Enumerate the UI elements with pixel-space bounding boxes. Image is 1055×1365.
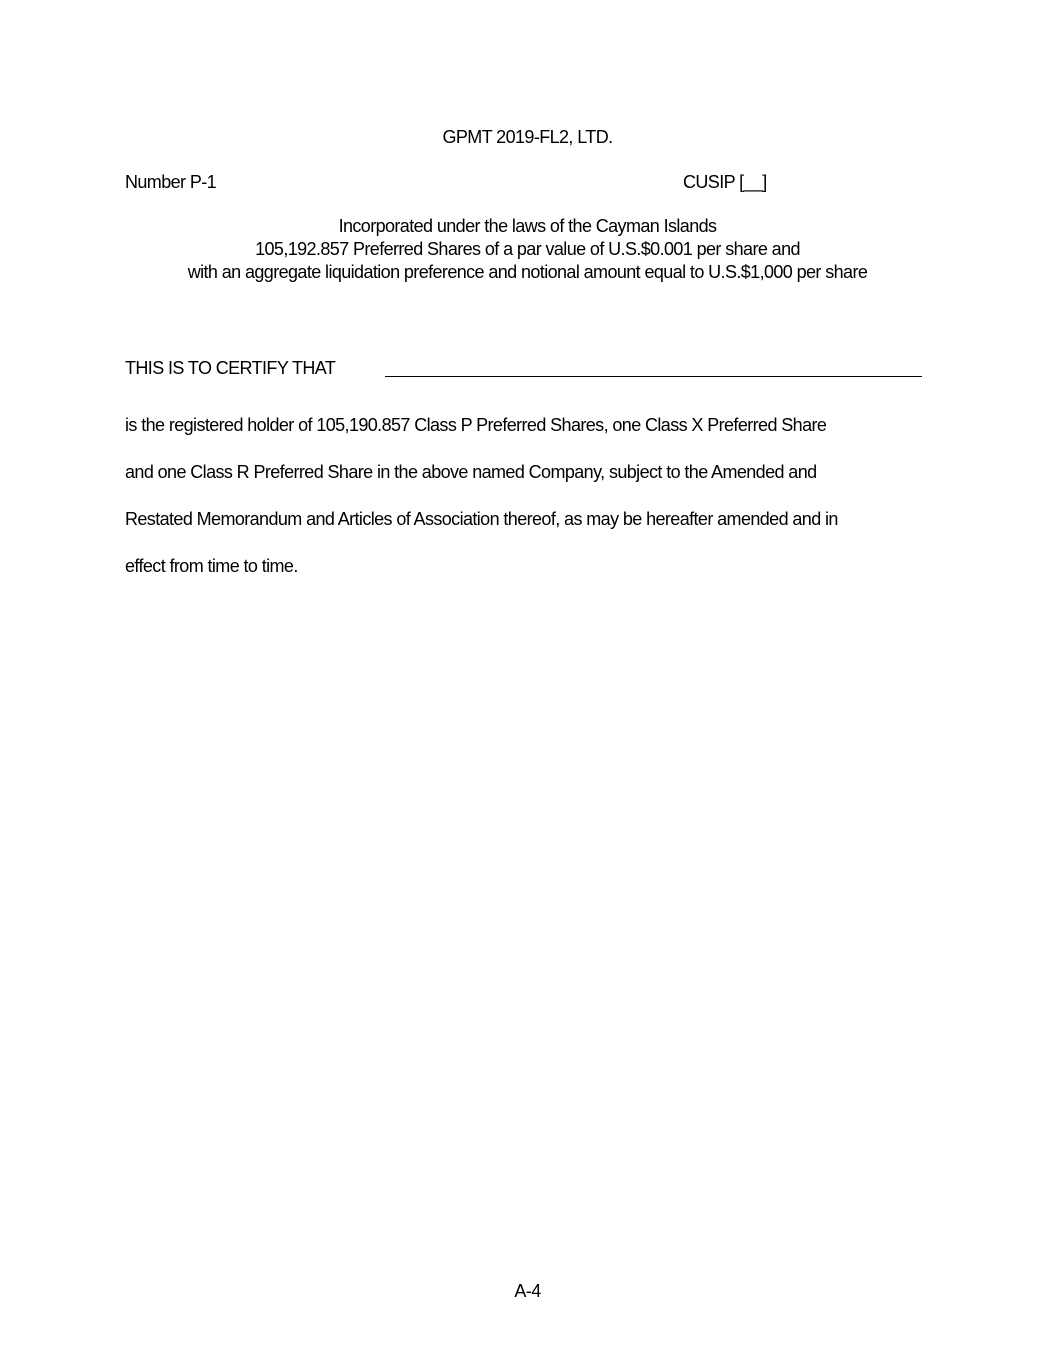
body-line: and one Class R Preferred Share in the above named Company, subject to the Amended and bbox=[125, 462, 817, 482]
incorporation-block bbox=[0, 215, 1055, 284]
company-title: GPMT 2019-FL2, LTD. bbox=[442, 127, 613, 147]
certify-statement bbox=[125, 357, 925, 379]
page-number: A-4 bbox=[514, 1281, 541, 1301]
cusip-number: CUSIP [__] bbox=[683, 172, 767, 192]
certificate-id-row bbox=[125, 171, 925, 193]
incorporation-line: Incorporated under the laws of the Cayman Islands bbox=[338, 216, 717, 236]
body-line: effect from time to time. bbox=[125, 556, 298, 576]
incorporation-line: 105,192.857 Preferred Shares of a par value of U.S.$0.001 per share and bbox=[255, 239, 800, 259]
certificate-number: Number P-1 bbox=[125, 172, 217, 192]
body-line: is the registered holder of 105,190.857 Class P Preferred Shares, one Class X Preferred Share bbox=[125, 415, 827, 435]
certificate-body-paragraph bbox=[125, 402, 935, 590]
incorporation-line: with an aggregate liquidation preference and notional amount equal to U.S.$1,000 per share bbox=[187, 262, 868, 282]
holder-name-blank-line bbox=[385, 376, 922, 377]
certify-label: THIS IS TO CERTIFY THAT bbox=[125, 358, 336, 378]
body-line: Restated Memorandum and Articles of Association thereof, as may be hereafter amended and in bbox=[125, 509, 838, 529]
